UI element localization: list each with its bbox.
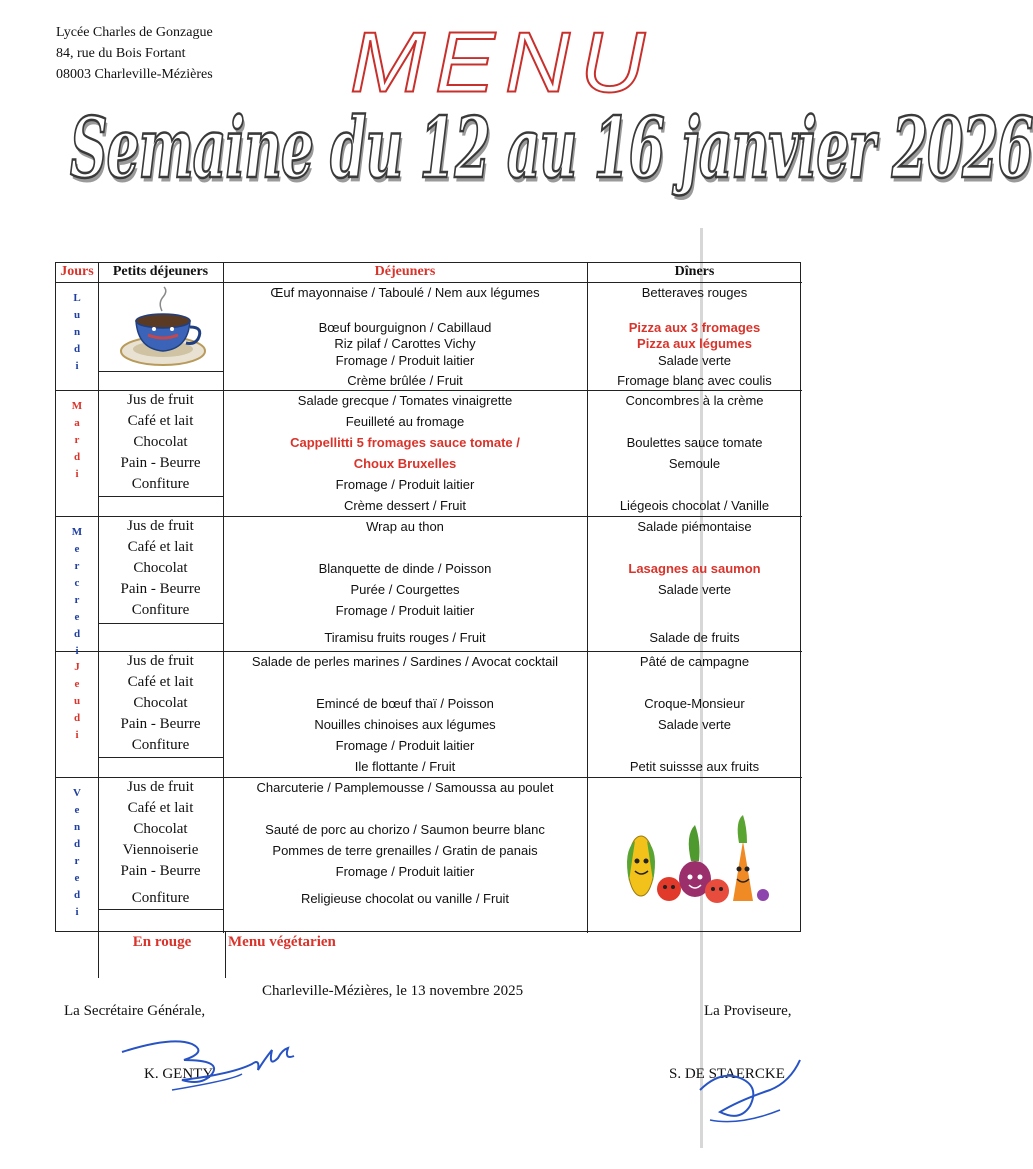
breakfast-item: Confiture (131, 890, 190, 907)
header-dejeuners: Déjeuners (374, 264, 436, 279)
row-divider-jeudi (56, 777, 802, 778)
dinner-item: Boulettes sauce tomate (626, 435, 763, 450)
lunch-item: Religieuse chocolat ou vanille / Fruit (300, 891, 510, 907)
day-letter: e (74, 678, 80, 690)
lunch-item: Nouilles chinoises aux légumes (314, 717, 496, 732)
breakfast-item: Café et lait (127, 800, 194, 816)
breakfast-item: Café et lait (127, 674, 194, 690)
lunch-item: Sauté de porc au chorizo / Saumon beurre blanc (265, 822, 545, 837)
lunch-item: Blanquette de dinde / Poisson (318, 561, 492, 576)
breakfast-item: Confiture (131, 602, 190, 618)
row-divider-lundi (56, 390, 802, 391)
school-street: 84, rue du Bois Fortant (56, 46, 186, 61)
lunch-item: Salade de perles marines / Sardines / Avocat cocktail (251, 654, 559, 669)
dinner-item: Petit suissse aux fruits (629, 759, 760, 774)
menu-title: MENU (350, 15, 655, 111)
day-letter: r (74, 855, 80, 867)
secretary-name: K. GENTY (144, 1066, 214, 1082)
school-address (56, 22, 213, 85)
day-letter: d (73, 451, 81, 463)
legend-menu-vegetarien: Menu végétarien (228, 934, 336, 950)
day-letter: e (74, 611, 80, 623)
lunch-item: Fromage / Produit laitier (335, 353, 475, 369)
dinner-item: Croque-Monsieur (644, 696, 745, 711)
day-letter: u (73, 695, 81, 707)
lunch-item: Œuf mayonnaise / Taboulé / Nem aux légumes (270, 285, 540, 300)
day-letter: r (74, 434, 80, 446)
day-label (56, 398, 98, 483)
lunch-item: Fromage / Produit laitier (335, 603, 475, 618)
lunch-item: Fromage / Produit laitier (335, 864, 475, 879)
breakfast-item: Confiture (131, 476, 190, 492)
inner-divider (98, 371, 223, 372)
vegetables-icon (621, 811, 771, 911)
day-letter: i (75, 468, 79, 480)
menu-table (55, 262, 801, 932)
breakfast-item: Chocolat (133, 560, 188, 576)
day-letter: V (73, 787, 81, 799)
day-letter: d (73, 628, 81, 640)
day-letter: i (75, 729, 79, 741)
inner-divider (98, 496, 223, 497)
legend-en-rouge: En rouge (132, 934, 192, 950)
breakfast-item: Pain - Beurre (120, 455, 201, 471)
header-petits-dejeuners: Petits déjeuners (112, 264, 209, 279)
lunch-item: Crème dessert / Fruit (343, 498, 467, 513)
dinner-item: Liégeois chocolat / Vanille (619, 498, 770, 513)
breakfast-item: Jus de fruit (127, 779, 194, 795)
day-label (56, 290, 98, 375)
day-letter: M (71, 526, 83, 538)
day-letter: e (74, 872, 80, 884)
lunch-item: Ile flottante / Fruit (354, 759, 456, 774)
secretary-title: La Secrétaire Générale, (64, 1003, 206, 1019)
day-letter: d (73, 889, 81, 901)
date-line: Charleville-Mézières, le 13 novembre 2025 (262, 983, 524, 999)
lunch-item: Charcuterie / Pamplemousse / Samoussa au poulet (256, 780, 554, 795)
breakfast-item: Viennoiserie (122, 842, 199, 858)
row-divider-mardi (56, 516, 802, 517)
inner-divider (98, 757, 223, 758)
dinner-item: Pizza aux légumes (637, 336, 752, 352)
row-divider-header (56, 282, 802, 283)
breakfast-item: Jus de fruit (127, 653, 194, 669)
day-letter: i (75, 645, 79, 657)
dinner-item: Pâté de campagne (639, 654, 750, 669)
lunch-item: Cappellitti 5 fromages sauce tomate / (290, 435, 520, 450)
day-letter: L (73, 292, 81, 304)
day-letter: d (73, 343, 81, 355)
breakfast-item: Jus de fruit (127, 518, 194, 534)
coffee-cup-icon (118, 291, 208, 371)
breakfast-item: Confiture (131, 737, 190, 753)
dinner-item: Pizza aux 3 fromages (628, 319, 761, 335)
day-letter: c (74, 577, 80, 589)
day-label (56, 524, 98, 660)
dinner-item: Betteraves rouges (641, 285, 748, 300)
breakfast-item: Pain - Beurre (120, 581, 201, 597)
dinner-item: Lasagnes au saumon (628, 561, 761, 576)
lunch-item: Wrap au thon (366, 519, 444, 534)
breakfast-item: Café et lait (127, 413, 194, 429)
breakfast-item: Café et lait (127, 539, 194, 555)
lunch-item: Salade grecque / Tomates vinaigrette (297, 393, 513, 408)
day-letter: a (74, 417, 80, 429)
lunch-item: Purée / Courgettes (350, 582, 460, 597)
dinner-item: Semoule (668, 456, 721, 471)
day-letter: r (74, 560, 80, 572)
school-city: 08003 Charleville-Mézières (56, 67, 213, 82)
breakfast-item: Chocolat (133, 695, 188, 711)
lunch-item: Riz pilaf / Carottes Vichy (334, 336, 476, 352)
day-label (56, 785, 98, 921)
week-title: Semaine du 12 au 16 janvier 2026 (70, 100, 1033, 198)
dinner-item: Concombres à la crème (625, 393, 764, 408)
dinner-item: Salade verte (658, 353, 731, 369)
day-letter: i (75, 906, 79, 918)
day-letter: r (74, 594, 80, 606)
lunch-item: Pommes de terre grenailles / Gratin de panais (272, 843, 538, 858)
day-letter: n (73, 821, 81, 833)
dinner-item: Salade verte (658, 582, 731, 597)
day-letter: e (74, 804, 80, 816)
day-letter: e (74, 543, 80, 555)
day-letter: d (73, 712, 81, 724)
breakfast-item: Chocolat (133, 434, 188, 450)
header-diners: Dîners (674, 264, 715, 279)
principal-name: S. DE STAERCKE (669, 1066, 785, 1082)
day-label (56, 659, 98, 744)
principal-signature-icon (680, 1030, 810, 1130)
lunch-item: Choux Bruxelles (353, 456, 457, 471)
row-divider-mercredi (56, 651, 802, 652)
day-letter: M (71, 400, 83, 412)
day-letter: u (73, 309, 81, 321)
day-letter: n (73, 326, 81, 338)
breakfast-item: Pain - Beurre (120, 716, 201, 732)
principal-title: La Proviseure, (704, 1003, 792, 1019)
lunch-item: Crème brûlée / Fruit (347, 373, 463, 389)
inner-divider (98, 623, 223, 624)
dinner-item: Fromage blanc avec coulis (617, 373, 772, 389)
breakfast-item: Jus de fruit (127, 392, 194, 408)
lunch-item: Fromage / Produit laitier (335, 738, 475, 753)
school-name: Lycée Charles de Gonzague (56, 25, 213, 40)
dinner-item: Salade piémontaise (637, 519, 752, 534)
header-jours: Jours (60, 264, 94, 279)
lunch-item: Fromage / Produit laitier (335, 477, 475, 492)
secretary-signature-icon (112, 1030, 312, 1100)
breakfast-item: Chocolat (133, 821, 188, 837)
lunch-item: Tiramisu fruits rouges / Fruit (324, 630, 486, 646)
lunch-item: Bœuf bourguignon / Cabillaud (318, 319, 492, 335)
day-letter: i (75, 360, 79, 372)
day-letter: J (74, 661, 80, 673)
day-letter: d (73, 838, 81, 850)
lunch-item: Emincé de bœuf thaï / Poisson (316, 696, 494, 711)
breakfast-item: Pain - Beurre (120, 863, 201, 879)
dinner-item: Salade de fruits (649, 630, 740, 646)
dinner-item: Salade verte (658, 717, 731, 732)
lunch-item: Feuilleté au fromage (345, 414, 465, 429)
inner-divider (98, 909, 223, 910)
